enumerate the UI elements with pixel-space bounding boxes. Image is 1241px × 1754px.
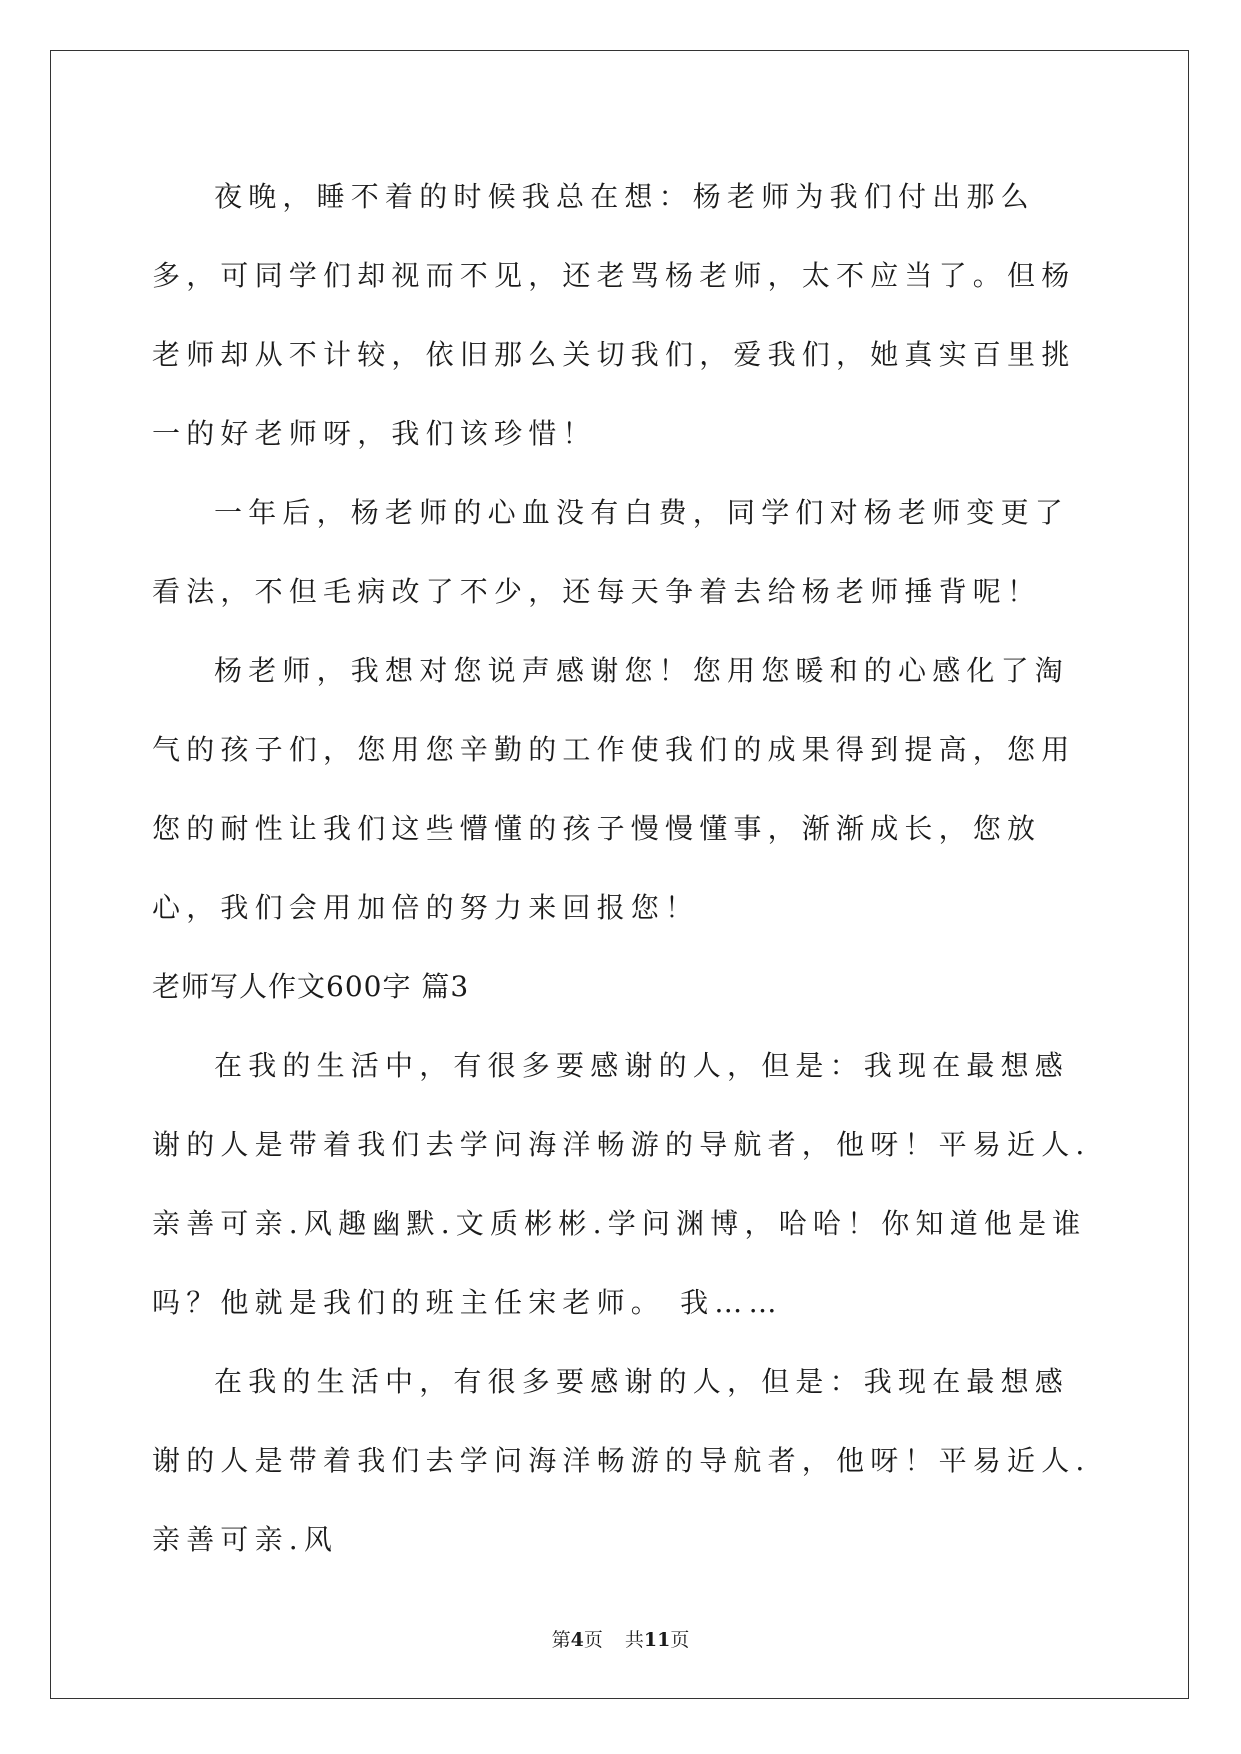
total-unit: 页 [670, 1629, 690, 1651]
paragraph: 杨老师，我想对您说声感谢您！您用您暖和的心感化了淘气的孩子们，您用您辛勤的工作使我们的成果得到提高，您用您的耐性让我们这些懵懂的孩子慢慢懂事，渐渐成长，您放心，我们会用加倍的努力来回报您！ [152, 654, 1076, 924]
paragraph: 在我的生活中，有很多要感谢的人，但是：我现在最想感谢的人是带着我们去学问海洋畅游的导航者，他呀！平易近人.亲善可亲.风 [152, 1365, 1091, 1556]
page-prefix: 第 [551, 1629, 571, 1651]
page-footer [0, 1625, 1241, 1652]
section-heading: 老师写人作文600字 篇3 [152, 970, 470, 1003]
total-prefix: 共 [624, 1629, 644, 1651]
current-page-number: 4 [570, 1629, 584, 1651]
paragraph: 夜晚，睡不着的时候我总在想：杨老师为我们付出那么多，可同学们却视而不见，还老骂杨老师，太不应当了。但杨老师却从不计较，依旧那么关切我们，爱我们，她真实百里挑一的好老师呀，我们该珍惜！ [152, 180, 1076, 450]
page-unit: 页 [583, 1629, 603, 1651]
paragraph: 一年后，杨老师的心血没有白费，同学们对杨老师变更了看法，不但毛病改了不少，还每天争着去给杨老师捶背呢！ [152, 496, 1070, 608]
paragraph: 在我的生活中，有很多要感谢的人，但是：我现在最想感谢的人是带着我们去学问海洋畅游的导航者，他呀！平易近人.亲善可亲.风趣幽默.文质彬彬.学问渊博，哈哈！你知道他是谁吗？他就是我们的班主任宋老师。 我…… [152, 1049, 1091, 1319]
total-page-count: 11 [643, 1629, 671, 1651]
document-body [152, 157, 1092, 1579]
